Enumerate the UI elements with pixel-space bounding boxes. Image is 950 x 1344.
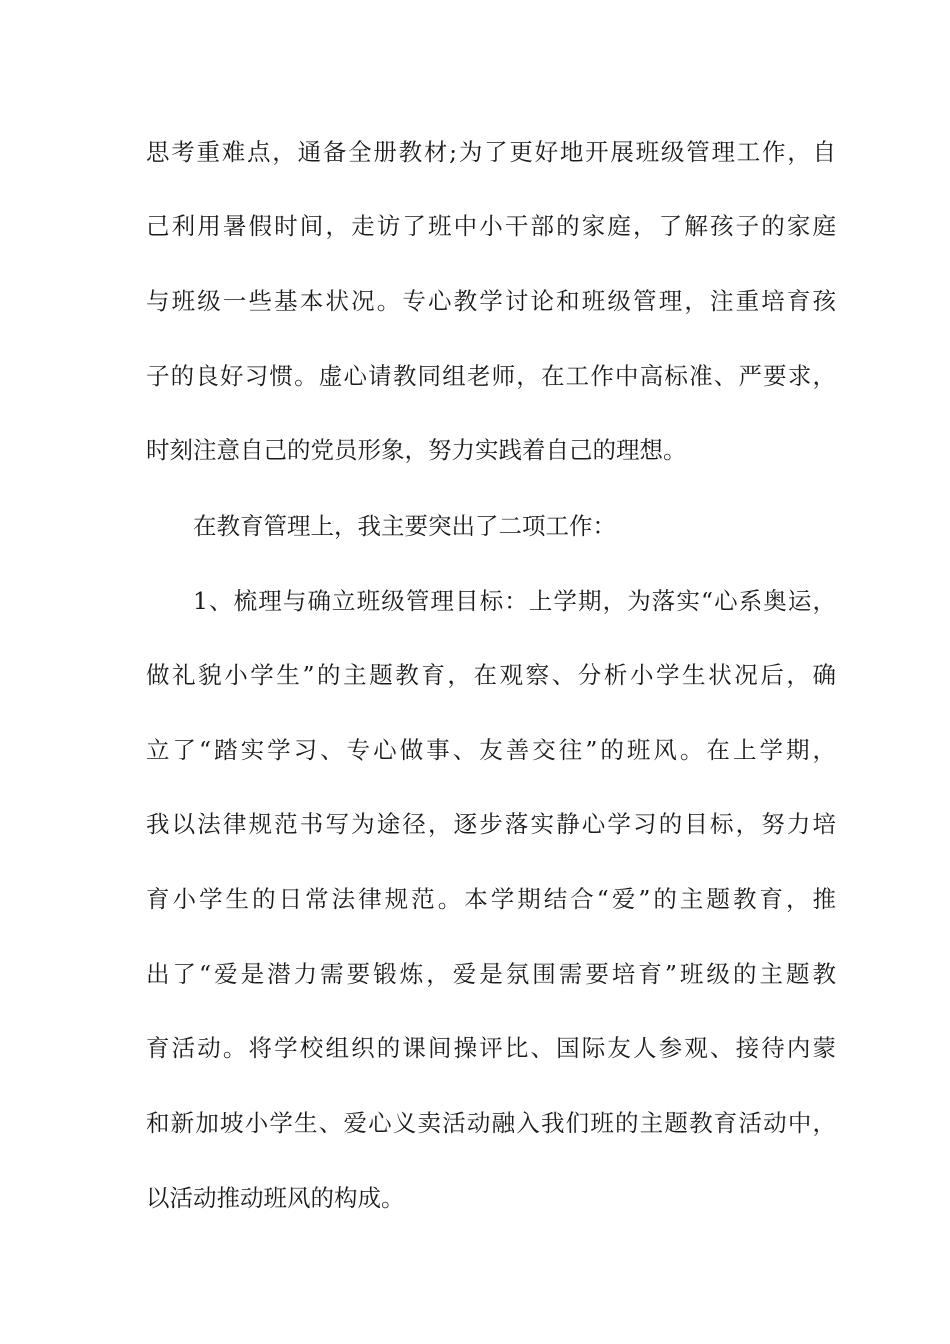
- paragraph-line: 和新加坡小学生、爱心义卖活动融入我们班的主题教育活动中，: [146, 1109, 836, 1137]
- paragraph-line: 出了“爱是潜力需要锻炼，爱是氛围需要培育”班级的主题教: [146, 960, 836, 988]
- paragraph-line: 做礼貌小学生”的主题教育，在观察、分析小学生状况后，确: [146, 661, 836, 689]
- paragraph-line: 育活动。将学校组织的课间操评比、国际友人参观、接待内蒙: [146, 1034, 836, 1062]
- paragraph-line: 我以法律规范书写为途径，逐步落实静心学习的目标，努力培: [146, 810, 836, 838]
- paragraph-line: 在教育管理上，我主要突出了二项工作：: [193, 512, 616, 540]
- paragraph-line: 思考重难点，通备全册教材;为了更好地开展班级管理工作，自: [146, 138, 836, 166]
- paragraph-line: 与班级一些基本状况。专心教学讨论和班级管理，注重培育孩: [146, 287, 836, 315]
- paragraph-line: 子的良好习惯。虚心请教同组老师，在工作中高标准、严要求，: [146, 362, 836, 390]
- paragraph-line: 育小学生的日常法律规范。本学期结合“爱”的主题教育，推: [146, 885, 836, 913]
- paragraph-line: 1、梳理与确立班级管理目标：上学期，为落实“心系奥运，: [193, 587, 836, 615]
- paragraph-line: 立了“踏实学习、专心做事、友善交往”的班风。在上学期，: [146, 736, 836, 764]
- paragraph-line: 以活动推动班风的构成。: [146, 1184, 405, 1212]
- paragraph-line: 时刻注意自己的党员形象，努力实践着自己的理想。: [146, 436, 687, 464]
- paragraph-line: 己利用暑假时间，走访了班中小干部的家庭，了解孩子的家庭: [146, 212, 836, 240]
